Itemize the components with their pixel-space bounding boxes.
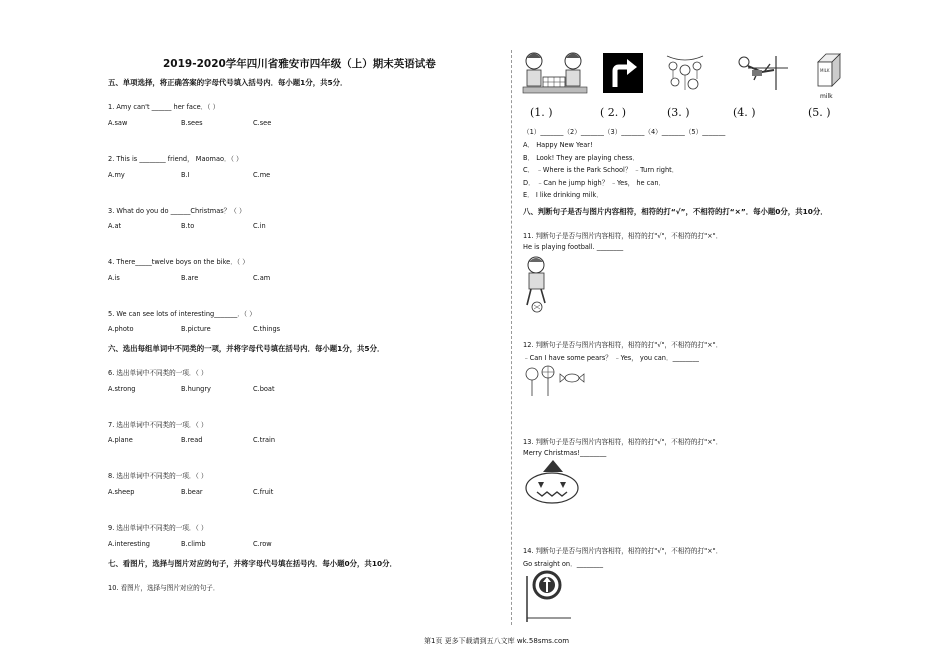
turn-right-sign-icon bbox=[603, 53, 643, 93]
page-title: 2019-2020学年四川省雅安市四年级（上）期末英语试卷 bbox=[163, 58, 436, 70]
q3-option-b: B.to bbox=[181, 222, 195, 230]
q9-option-b: B.climb bbox=[181, 540, 206, 548]
q7-option-b: B.read bbox=[181, 436, 203, 444]
q5-option-c: C.things bbox=[253, 325, 281, 333]
option-e: E． I like drinking milk． bbox=[523, 191, 603, 199]
q8-option-a: A.sheep bbox=[108, 488, 135, 496]
question-12-sentence: ﹣Can I have some pears？ ﹣Yes， you can．________ bbox=[523, 354, 699, 362]
option-a: A． Happy New Year! bbox=[523, 141, 593, 149]
question-4: 4. There_____twelve boys on the bike．（ ） bbox=[108, 258, 249, 266]
question-8: 8. 选出单词中不同类的一项．（ ） bbox=[108, 472, 208, 480]
q9-option-a: A.interesting bbox=[108, 540, 150, 548]
question-5: 5. We can see lots of interesting_______．（ ） bbox=[108, 310, 256, 318]
q5-option-a: A.photo bbox=[108, 325, 134, 333]
boy-playing-football-illustration bbox=[521, 255, 551, 313]
q2-option-c: C.me bbox=[253, 171, 271, 179]
question-12: 12. 判断句子是否与图片内容相符，相符的打"√"，不相符的打"×"． bbox=[523, 341, 723, 349]
question-14: 14. 判断句子是否与图片内容相符，相符的打"√"，不相符的打"×"． bbox=[523, 547, 723, 555]
picture-1-blank: (1. ) bbox=[530, 106, 553, 119]
option-d: D． ﹣Can he jump high？ ﹣Yes， he can． bbox=[523, 179, 666, 187]
q6-option-c: C.boat bbox=[253, 385, 275, 393]
picture-4-blank: (4. ) bbox=[733, 106, 756, 119]
halloween-pumpkin-illustration bbox=[523, 460, 581, 504]
question-3: 3. What do you do ______Christmas？（ ） bbox=[108, 207, 246, 215]
question-13-sentence: Merry Christmas!________ bbox=[523, 449, 607, 457]
q8-option-b: B.bear bbox=[181, 488, 203, 496]
q1-option-b: B.sees bbox=[181, 119, 203, 127]
question-11-sentence: He is playing football. ________ bbox=[523, 243, 624, 251]
boy-jumping-high-illustration bbox=[734, 54, 788, 92]
question-2: 2. This is ________ friend， Maomao．（ ） bbox=[108, 155, 243, 163]
q2-option-a: A.my bbox=[108, 171, 125, 179]
question-10: 10. 看图片，选择与图片对应的句子． bbox=[108, 584, 220, 592]
q9-option-c: C.row bbox=[253, 540, 272, 548]
question-1: 1. Amy can't ______ her face．（ ） bbox=[108, 103, 220, 111]
q7-option-a: A.plane bbox=[108, 436, 133, 444]
question-11: 11. 判断句子是否与图片内容相符，相符的打"√"，不相符的打"×"． bbox=[523, 232, 723, 240]
q6-option-b: B.hungry bbox=[181, 385, 211, 393]
answer-blanks-line: （1）_______（2）_______（3）_______（4）_______（5）_______ bbox=[523, 128, 726, 136]
picture-3-blank: (3. ) bbox=[667, 106, 690, 119]
question-13: 13. 判断句子是否与图片内容相符，相符的打"√"，不相符的打"×"． bbox=[523, 438, 723, 446]
section-6-heading: 六、选出每组单词中不同类的一项，并将字母代号填在括号内．每小题1分，共5分． bbox=[108, 344, 385, 353]
lollipops-and-candy-illustration bbox=[522, 364, 586, 398]
q4-option-b: B.are bbox=[181, 274, 199, 282]
q5-option-b: B.picture bbox=[181, 325, 211, 333]
question-7: 7. 选出单词中不同类的一项．（ ） bbox=[108, 421, 208, 429]
q2-option-b: B.I bbox=[181, 171, 190, 179]
q6-option-a: A.strong bbox=[108, 385, 136, 393]
section-7-heading: 七、看图片，选择与图片对应的句子，并将字母代号填在括号内．每小题0分，共10分． bbox=[108, 559, 397, 568]
question-14-sentence: Go straight on．________ bbox=[523, 560, 604, 568]
question-6: 6. 选出单词中不同类的一项．（ ） bbox=[108, 369, 208, 377]
option-c: C． ﹣Where is the Park School？ ﹣Turn right． bbox=[523, 166, 679, 174]
q4-option-a: A.is bbox=[108, 274, 120, 282]
q4-option-c: C.am bbox=[253, 274, 271, 282]
milk-carton-illustration bbox=[812, 52, 846, 94]
option-b: B． Look! They are playing chess． bbox=[523, 154, 639, 162]
q1-option-a: A.saw bbox=[108, 119, 128, 127]
column-divider bbox=[511, 50, 512, 625]
q3-option-a: A.at bbox=[108, 222, 122, 230]
q7-option-c: C.train bbox=[253, 436, 276, 444]
section-8-heading: 八、判断句子是否与图片内容相符，相符的打“√”，不相符的打“×”．每小题0分，共10分． bbox=[523, 207, 828, 216]
question-9: 9. 选出单词中不同类的一项．（ ） bbox=[108, 524, 208, 532]
q3-option-c: C.in bbox=[253, 222, 266, 230]
picture-2-blank: ( 2. ) bbox=[600, 106, 627, 119]
children-playing-chess-illustration bbox=[521, 49, 589, 95]
page-footer: 第1页 更多下载请到五八文库 wk.58sms.com bbox=[424, 637, 570, 645]
q8-option-c: C.fruit bbox=[253, 488, 274, 496]
go-straight-sign-icon bbox=[523, 570, 571, 622]
new-year-decoration-illustration bbox=[665, 52, 705, 96]
q1-option-c: C.see bbox=[253, 119, 272, 127]
picture-5-blank: (5. ) bbox=[808, 106, 831, 119]
milk-label: milk bbox=[820, 93, 833, 100]
svg-text:MILK: MILK bbox=[820, 68, 830, 73]
section-5-heading: 五、单项选择，将正确答案的字母代号填入括号内．每小题1分，共5分． bbox=[108, 78, 348, 87]
